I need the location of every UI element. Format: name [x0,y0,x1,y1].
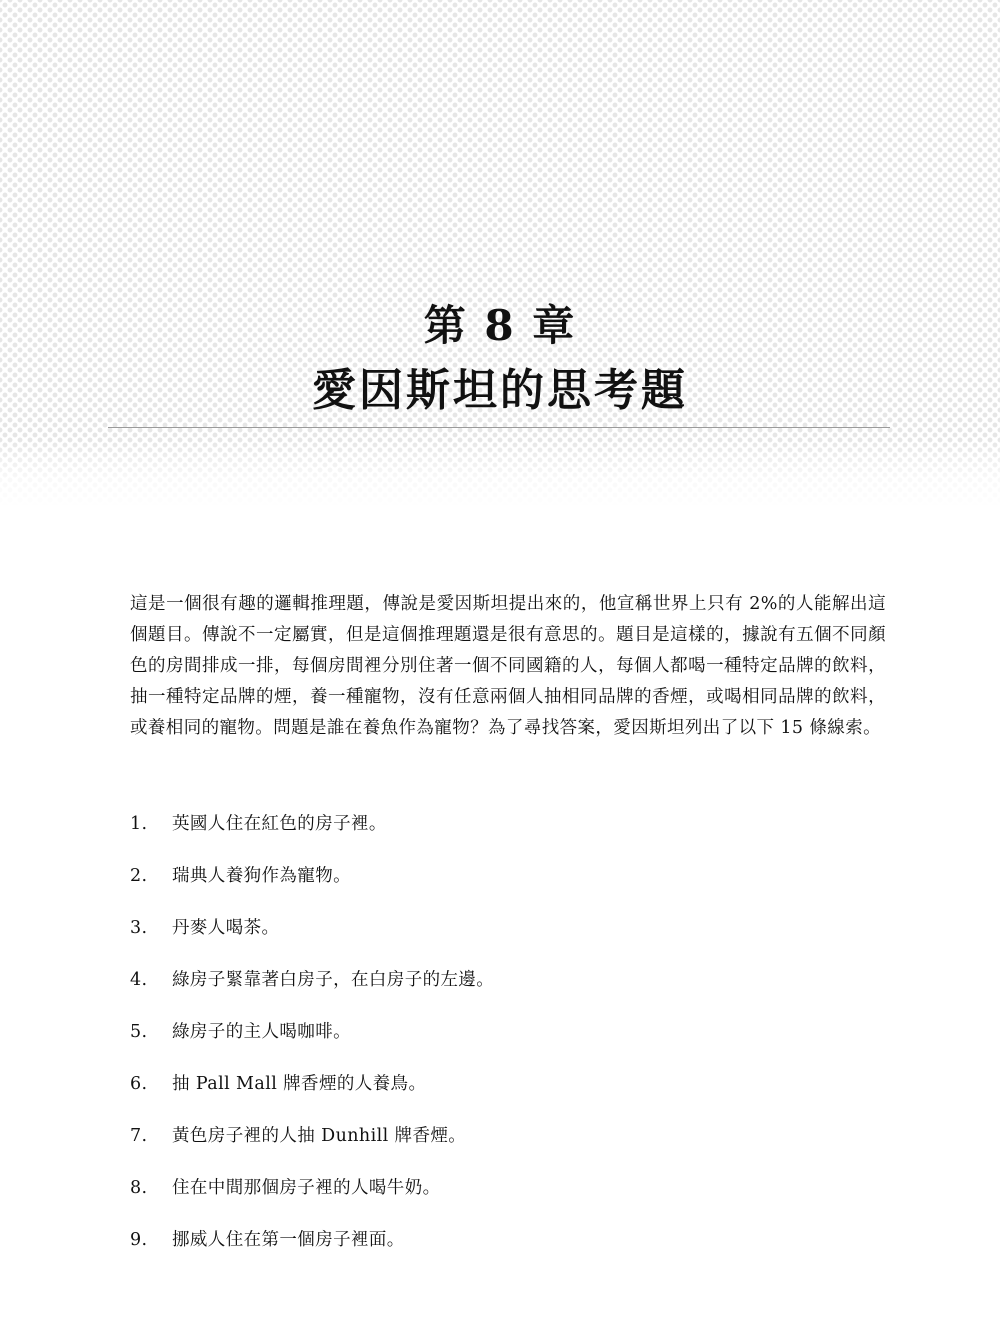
clue-item [130,860,886,912]
clue-item [130,912,886,964]
clue-item [130,808,886,860]
clue-number: 3. [130,918,148,938]
clue-number: 2. [130,866,148,886]
clue-item [130,1120,886,1172]
clue-number: 4. [130,970,148,990]
clue-item [130,964,886,1016]
clue-text: 挪威人住在第一個房子裡面。 [172,1230,405,1250]
clue-item [130,1224,886,1276]
clue-item [130,1016,886,1068]
clue-number: 5. [130,1022,148,1042]
clue-text: 綠房子緊靠著白房子，在白房子的左邊。 [172,970,495,990]
clue-text: 英國人住在紅色的房子裡。 [172,814,387,834]
clue-item [130,1068,886,1120]
header-fade [0,440,1000,510]
clue-text: 住在中間那個房子裡的人喝牛奶。 [172,1178,441,1198]
intro-paragraph: 這是一個很有趣的邏輯推理題，傳說是愛因斯坦提出來的，他宣稱世界上只有 2%的人能解出這個題目。傳說不一定屬實，但是這個推理題還是很有意思的。題目是這樣的，據說有五個不同顏色的房間排成一排，每個房間裡分別住著一個不同國籍的人，每個人都喝一種特定品牌的飲料，抽一種特定品牌的煙，養一種寵物，沒有任意兩個人抽相同品牌的香煙，或喝相同品牌的飲料，或養相同的寵物。問題是誰在養魚作為寵物？為了尋找答案，愛因斯坦列出了以下 15 條線索。 [130,594,886,738]
clue-number: 9. [130,1230,148,1250]
clue-number: 6. [130,1074,148,1094]
clue-item [130,1172,886,1224]
clue-number: 7. [130,1126,148,1146]
clue-number: 1. [130,814,148,834]
clue-text: 綠房子的主人喝咖啡。 [172,1022,351,1042]
clue-text: 丹麥人喝茶。 [172,918,280,938]
clue-text: 黃色房子裡的人抽 Dunhill 牌香煙。 [172,1126,467,1146]
chapter-label: 第 8 章 [423,301,577,350]
header-dot-pattern [0,0,1000,505]
chapter-title: 愛因斯坦的思考題 [312,365,688,416]
clue-number: 8. [130,1178,148,1198]
clue-text: 抽 Pall Mall 牌香煙的人養鳥。 [172,1074,427,1094]
clue-text: 瑞典人養狗作為寵物。 [172,866,351,886]
title-divider [108,427,890,428]
clue-list [130,808,886,1276]
